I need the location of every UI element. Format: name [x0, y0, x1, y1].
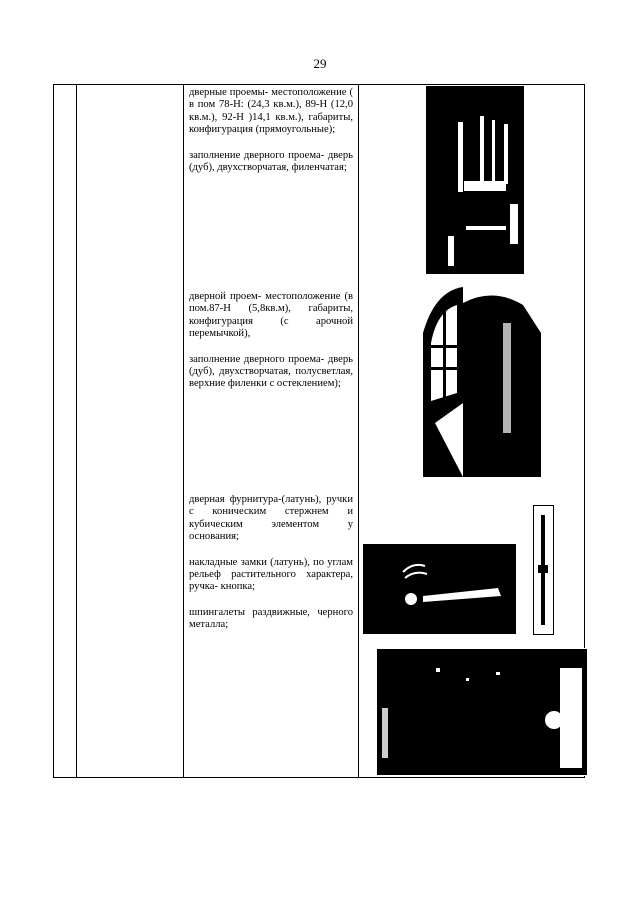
- paragraph: заполнение дверного проема- дверь (дуб), двухстворчатая, полусветлая, верхние филенки с остеклением);: [189, 353, 353, 390]
- paragraph: заполнение дверного проема- дверь (дуб), двухстворчатая, филенчатая;: [189, 149, 353, 174]
- column-divider: [76, 85, 77, 777]
- row-2-text: [189, 291, 353, 391]
- door-handle-photo: [363, 544, 516, 634]
- paragraph: дверная фурнитура-(латунь), ручки с коническим стержнем и кубическим элементом у основания;: [189, 494, 353, 543]
- door-photo-1: [420, 86, 546, 274]
- paragraph: дверной проем- местоположение (в пом.87-Н (5,8кв.м), габариты, конфигурация (с арочной перемычкой),: [189, 291, 353, 340]
- paragraph: шпингалеты раздвижные, черного металла;: [189, 606, 353, 631]
- paragraph: накладные замки (латунь), по углам рельеф растительного характера, ручка- кнопка;: [189, 556, 353, 593]
- row-1-text: [189, 87, 353, 174]
- column-divider: [358, 85, 359, 777]
- latch-photo: [533, 505, 554, 635]
- paragraph: дверные проемы- местоположение ( в пом 78-Н: (24,3 кв.м.), 89-Н (12,0 кв.м.), 92-Н )14,1 кв.м.), габариты, конфигурация (прямоугольные);: [189, 87, 353, 136]
- column-divider: [183, 85, 184, 777]
- page-number: 29: [313, 56, 327, 71]
- lock-plate-photo: [376, 648, 588, 776]
- row-3-text: [189, 494, 353, 632]
- arched-door-photo: [423, 283, 553, 477]
